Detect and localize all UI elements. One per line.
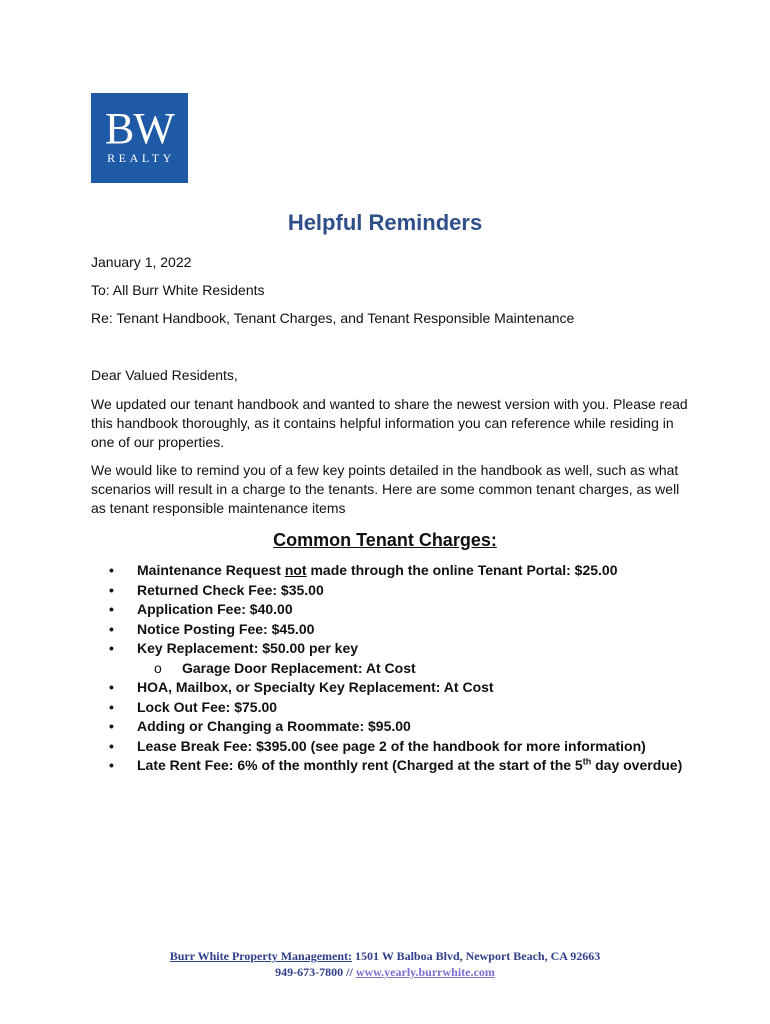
bullet-icon: •	[109, 640, 114, 656]
bullet-icon: •	[109, 620, 114, 637]
bullet-icon: •	[109, 601, 114, 617]
list-item: • Maintenance Request not made through the online Tenant Portal: $25.00	[109, 561, 682, 581]
list-item: • Late Rent Fee: 6% of the monthly rent (Charged at the start of the 5th day overdue)	[109, 756, 682, 776]
list-item: • Returned Check Fee: $35.00	[109, 581, 682, 601]
footer-address: 1501 W Balboa Blvd, Newport Beach, CA 92663	[352, 949, 601, 963]
list-item: • Application Fee: $40.00	[109, 600, 682, 620]
salutation: Dear Valued Residents,	[91, 367, 238, 383]
charges-heading: Common Tenant Charges:	[273, 530, 497, 550]
bullet-icon: •	[109, 718, 114, 734]
list-item: • HOA, Mailbox, or Specialty Key Replacement: At Cost	[109, 678, 682, 698]
bw-realty-logo	[91, 93, 188, 183]
bullet-icon: •	[109, 698, 114, 715]
footer-contact-line	[0, 964, 770, 980]
letter-to: To: All Burr White Residents	[91, 282, 265, 298]
bullet-icon: •	[109, 679, 114, 695]
superscript-th: th	[582, 756, 592, 767]
list-item: • Lock Out Fee: $75.00	[109, 698, 682, 718]
list-item: • Adding or Changing a Roommate: $95.00	[109, 717, 682, 737]
list-item: • Key Replacement: $50.00 per key	[109, 639, 682, 659]
logo-word: REALTY	[107, 151, 175, 165]
footer	[0, 948, 770, 980]
footer-website-link[interactable]: www.yearly.burrwhite.com	[355, 965, 495, 979]
letter-date: January 1, 2022	[91, 254, 192, 270]
footer-company: Burr White Property Management:	[169, 949, 353, 963]
bullet-icon: •	[109, 581, 114, 598]
circle-bullet-icon: o	[154, 659, 162, 676]
charges-list	[109, 561, 682, 776]
paragraph-handbook: We updated our tenant handbook and wanted to share the newest version with you. Please read this handbook thoroughly, as it contains helpful information you can reference while residing in one of our properties.	[91, 396, 688, 450]
list-item: • Lease Break Fee: $395.00 (see page 2 of the handbook for more information)	[109, 737, 682, 757]
paragraph-charges-intro: We would like to remind you of a few key points detailed in the handbook as well, such as what scenarios will result in a charge to the tenants. Here are some common tenant charges, as well as tenant responsible maintenance items	[91, 462, 680, 516]
list-subitem: o Garage Door Replacement: At Cost	[109, 659, 682, 679]
emphasis-not: not	[284, 562, 307, 578]
footer-address-line	[0, 948, 770, 964]
bullet-icon: •	[109, 562, 114, 578]
list-item: • Notice Posting Fee: $45.00	[109, 620, 682, 640]
logo-letters: BW	[105, 104, 174, 153]
footer-phone: 949-673-7800 //	[275, 965, 356, 979]
bullet-icon: •	[109, 737, 114, 754]
page-title: Helpful Reminders	[287, 210, 483, 235]
bullet-icon: •	[109, 757, 114, 773]
letter-re: Re: Tenant Handbook, Tenant Charges, and Tenant Responsible Maintenance	[91, 310, 575, 326]
